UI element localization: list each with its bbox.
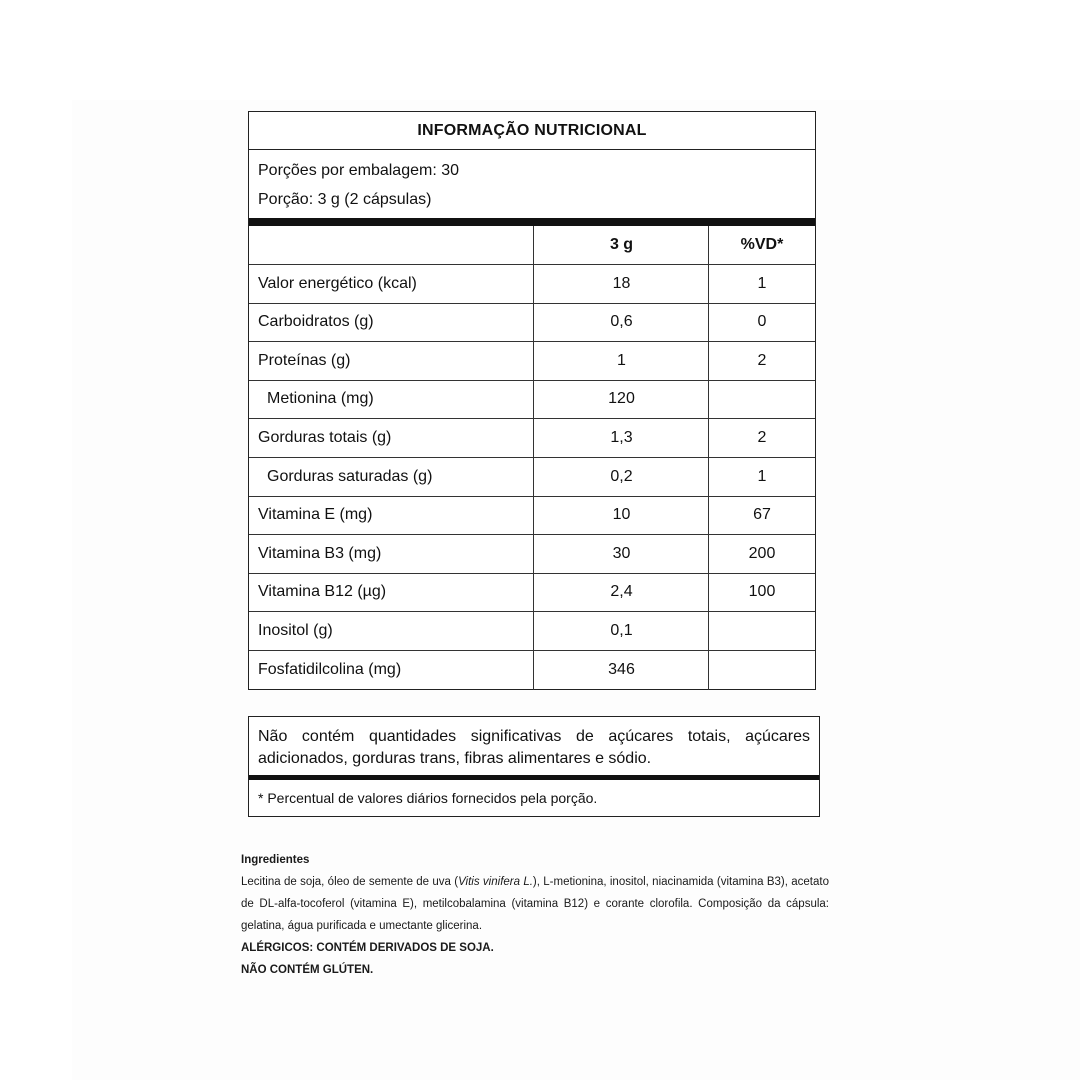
nutrition-title: INFORMAÇÃO NUTRICIONAL <box>249 112 815 150</box>
nutrient-name: Vitamina B3 (mg) <box>258 544 382 562</box>
nutrient-name: Gorduras saturadas (g) <box>267 467 433 485</box>
table-row <box>249 458 815 497</box>
nutrient-name: Inositol (g) <box>258 622 333 639</box>
table-row <box>249 419 815 458</box>
nutrient-amount: 120 <box>608 390 635 408</box>
notes-divider-bar <box>249 775 819 780</box>
column-divider <box>533 226 534 690</box>
nutrient-daily-value: 2 <box>757 351 767 369</box>
nutrient-amount: 0,2 <box>610 467 633 485</box>
table-row <box>249 265 815 304</box>
allergen-warning: ALÉRGICOS: CONTÉM DERIVADOS DE SOJA. <box>241 942 494 954</box>
nutrient-daily-value: 200 <box>748 544 776 562</box>
table-row <box>249 651 815 690</box>
table-header-row <box>249 226 815 265</box>
table-row <box>249 573 815 612</box>
nutrient-amount: 30 <box>612 544 631 562</box>
servings-per-package: Porções por embalagem: 30 <box>258 162 459 179</box>
daily-value-footnote: * Percentual de valores diários fornecidos pela porção. <box>258 790 598 806</box>
nutrient-daily-value: 2 <box>757 429 767 446</box>
nutrient-amount: 0,6 <box>610 313 633 331</box>
nutrition-facts-table <box>248 111 816 690</box>
nutrient-amount: 18 <box>612 274 631 292</box>
nutrient-name: Metionina (mg) <box>267 390 374 408</box>
table-row <box>249 496 815 535</box>
nutrient-daily-value: 1 <box>757 467 767 485</box>
serving-size: Porção: 3 g (2 cápsulas) <box>258 191 432 208</box>
nutrient-grid <box>249 226 815 689</box>
header-amount: 3 g <box>609 236 634 253</box>
ingredients-section <box>241 849 829 981</box>
header-daily-value: %VD* <box>740 236 784 253</box>
nutrient-amount: 2,4 <box>610 583 633 601</box>
not-significant-note: Não contém quantidades significativas de açúcares totais, açúcares adicionados, gorduras trans, fibras alimentares e sódio. <box>258 728 810 767</box>
ingredients-text-part: Lecitina de soja, óleo de semente de uva ( <box>241 876 459 888</box>
nutrient-daily-value: 100 <box>748 583 776 601</box>
nutrient-daily-value: 0 <box>757 313 767 331</box>
nutrient-name: Gorduras totais (g) <box>258 429 392 446</box>
nutrient-daily-value <box>709 380 815 418</box>
nutrient-amount: 0,1 <box>610 622 633 639</box>
notes-box <box>248 716 820 817</box>
section-divider-bar <box>249 218 815 226</box>
table-row <box>249 535 815 574</box>
latin-name: Vitis vinifera L. <box>458 876 533 888</box>
nutrient-daily-value <box>709 612 815 650</box>
nutrient-name: Valor energético (kcal) <box>258 274 417 292</box>
ingredients-text-part: ), L-metionina, inositol, niacinamida (vitamina B3), acetato de DL-alfa-tocoferol (vitamina E), metilcobalamina (vitamina B12) e corante clorofila. Composição da cápsula: gelatina, água purificada e umectante glicerina. <box>241 876 829 932</box>
nutrient-amount: 1 <box>617 351 626 369</box>
ingredients-title: Ingredientes <box>241 854 310 866</box>
gluten-statement: NÃO CONTÉM GLÚTEN. <box>241 964 374 976</box>
nutrient-amount: 10 <box>612 506 631 524</box>
nutrient-daily-value <box>709 651 815 689</box>
table-row <box>249 303 815 342</box>
column-divider <box>708 226 709 690</box>
nutrient-name: Proteínas (g) <box>258 351 351 369</box>
nutrient-amount: 346 <box>608 660 635 678</box>
nutrient-daily-value: 1 <box>757 274 767 292</box>
table-row <box>249 342 815 381</box>
nutrient-name: Carboidratos (g) <box>258 313 374 331</box>
nutrient-amount: 1,3 <box>610 429 633 446</box>
table-row <box>249 612 815 651</box>
table-row <box>249 380 815 419</box>
nutrient-name: Vitamina E (mg) <box>258 506 373 524</box>
nutrient-daily-value: 67 <box>753 506 771 524</box>
nutrient-name: Vitamina B12 (µg) <box>258 583 387 601</box>
nutrient-name: Fosfatidilcolina (mg) <box>258 660 402 678</box>
ingredients-text <box>241 871 829 937</box>
